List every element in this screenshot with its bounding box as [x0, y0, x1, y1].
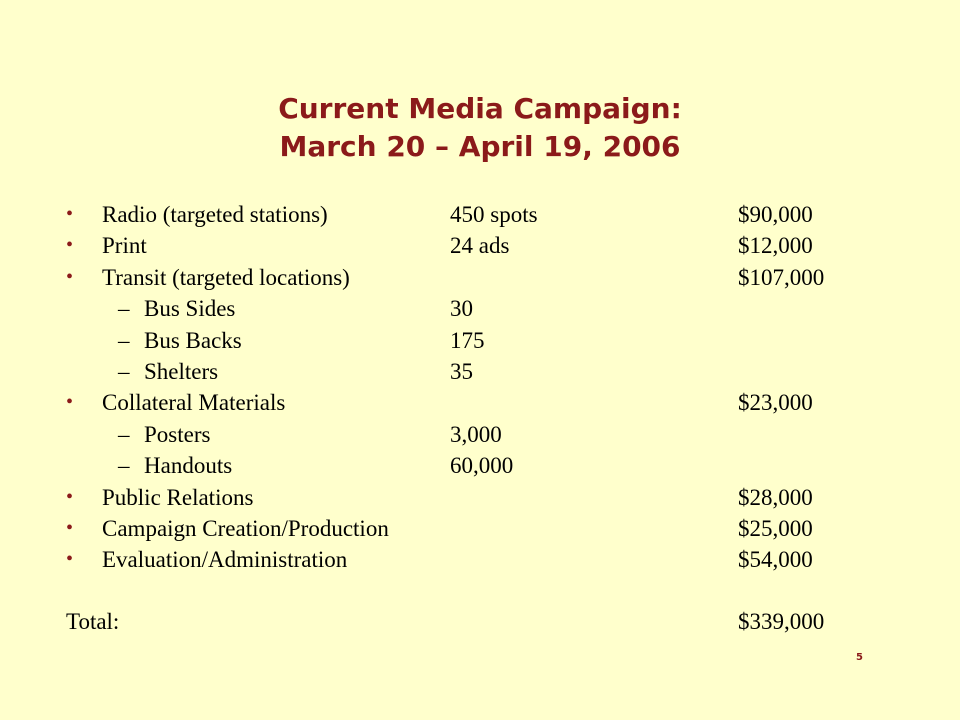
list-item-collateral [0, 388, 960, 419]
sub-item-handouts [0, 451, 960, 482]
sub-item-label: Shelters [144, 358, 219, 384]
item-label: Collateral Materials [102, 390, 286, 416]
item-label: Evaluation/Administration [102, 547, 348, 573]
item-quantity: 24 ads [450, 233, 510, 259]
bullet-icon: • [66, 234, 74, 257]
spacer [0, 577, 960, 607]
item-cost: $12,000 [738, 233, 813, 259]
total-cost: $339,000 [738, 608, 825, 634]
item-quantity: 3,000 [450, 421, 502, 447]
dash-icon: – [118, 453, 130, 479]
item-cost: $25,000 [738, 515, 813, 541]
item-quantity: 175 [450, 327, 485, 353]
sub-item-label: Handouts [144, 453, 233, 479]
list-item-radio [0, 200, 960, 231]
bullet-icon: • [66, 391, 74, 414]
list-item-transit [0, 263, 960, 294]
list-item-evaluation [0, 545, 960, 576]
sub-item-posters [0, 420, 960, 451]
bullet-icon: • [66, 265, 74, 288]
bullet-icon: • [66, 516, 74, 539]
item-quantity: 30 [450, 296, 473, 322]
item-quantity: 60,000 [450, 453, 514, 479]
campaign-list [0, 200, 960, 638]
item-cost: $107,000 [738, 264, 825, 290]
sub-item-shelters [0, 357, 960, 388]
dash-icon: – [118, 327, 130, 353]
item-cost: $28,000 [738, 484, 813, 510]
sub-item-label: Bus Sides [144, 296, 236, 322]
item-label: Campaign Creation/Production [102, 515, 389, 541]
item-label: Public Relations [102, 484, 254, 510]
total-label: Total: [66, 608, 120, 634]
item-cost: $23,000 [738, 390, 813, 416]
dash-icon: – [118, 358, 130, 384]
page-number: 5 [856, 652, 863, 663]
sub-item-label: Bus Backs [144, 327, 242, 353]
list-item-campaign-creation [0, 514, 960, 545]
slide-title [0, 90, 960, 166]
sub-item-bus-backs [0, 326, 960, 357]
sub-item-bus-sides [0, 294, 960, 325]
sub-item-label: Posters [144, 421, 211, 447]
item-cost: $54,000 [738, 547, 813, 573]
item-cost: $90,000 [738, 202, 813, 227]
dash-icon: – [118, 421, 130, 447]
bullet-icon: • [66, 548, 74, 571]
dash-icon: – [118, 296, 130, 322]
list-item-print [0, 231, 960, 262]
list-item-public-relations [0, 483, 960, 514]
item-label: Radio (targeted stations) [102, 202, 328, 227]
bullet-icon: • [66, 485, 74, 508]
item-label: Transit (targeted locations) [102, 264, 350, 290]
bullet-icon: • [66, 203, 74, 225]
title-line-1: Current Media Campaign: [278, 92, 682, 125]
item-quantity: 450 spots [450, 202, 538, 227]
item-quantity: 35 [450, 358, 473, 384]
item-label: Print [102, 233, 147, 259]
title-line-2: March 20 – April 19, 2006 [279, 130, 681, 163]
total-row [0, 607, 960, 638]
